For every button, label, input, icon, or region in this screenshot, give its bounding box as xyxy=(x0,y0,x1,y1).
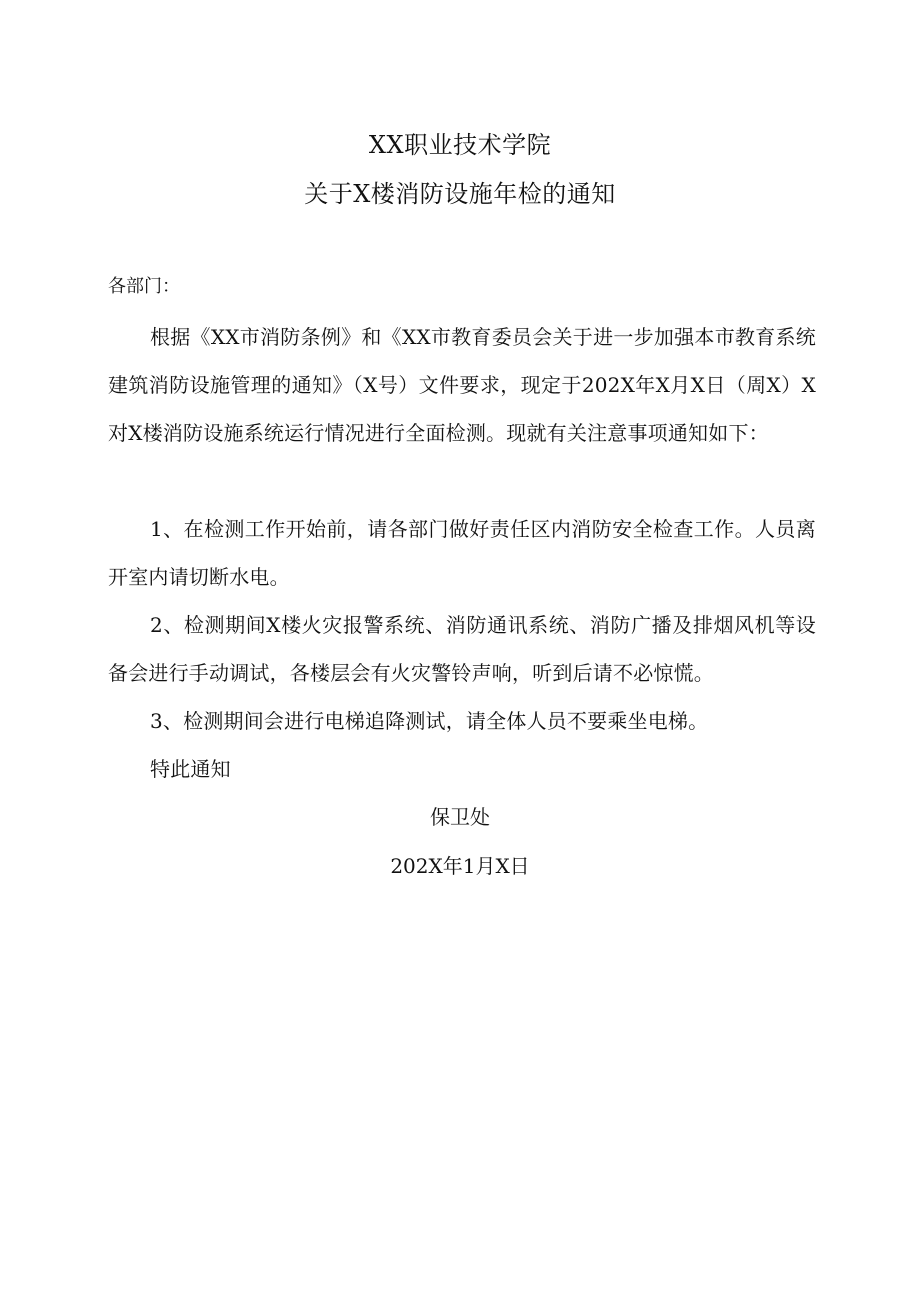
signature-department: 保卫处 xyxy=(430,805,490,829)
closing-line: 特此通知 xyxy=(150,757,231,781)
signature-date: 202X年1月X日 xyxy=(390,854,530,878)
intro-paragraph: 根据《XX市消防条例》和《XX市教育委员会关于进一步加强本市教育系统建筑消防设施管理的通知》（X号）文件要求，现定于202X年X月X日（周X）X对X楼消防设施系统运行情况进行全面检测。现就有关注意事项通知如下： xyxy=(108,325,816,445)
document-title-institution: XX职业技术学院 xyxy=(368,131,552,159)
notice-item-2: 2、检测期间X楼火灾报警系统、消防通讯系统、消防广播及排烟风机等设备会进行手动调试，各楼层会有火灾警铃声响，听到后请不必惊慌。 xyxy=(108,613,816,685)
salutation: 各部门： xyxy=(108,276,180,297)
document-title-subject: 关于X楼消防设施年检的通知 xyxy=(304,180,616,208)
notice-item-3: 3、检测期间会进行电梯追降测试，请全体人员不要乘坐电梯。 xyxy=(150,709,709,733)
notice-item-1: 1、在检测工作开始前，请各部门做好责任区内消防安全检查工作。人员离开室内请切断水电。 xyxy=(108,517,816,589)
